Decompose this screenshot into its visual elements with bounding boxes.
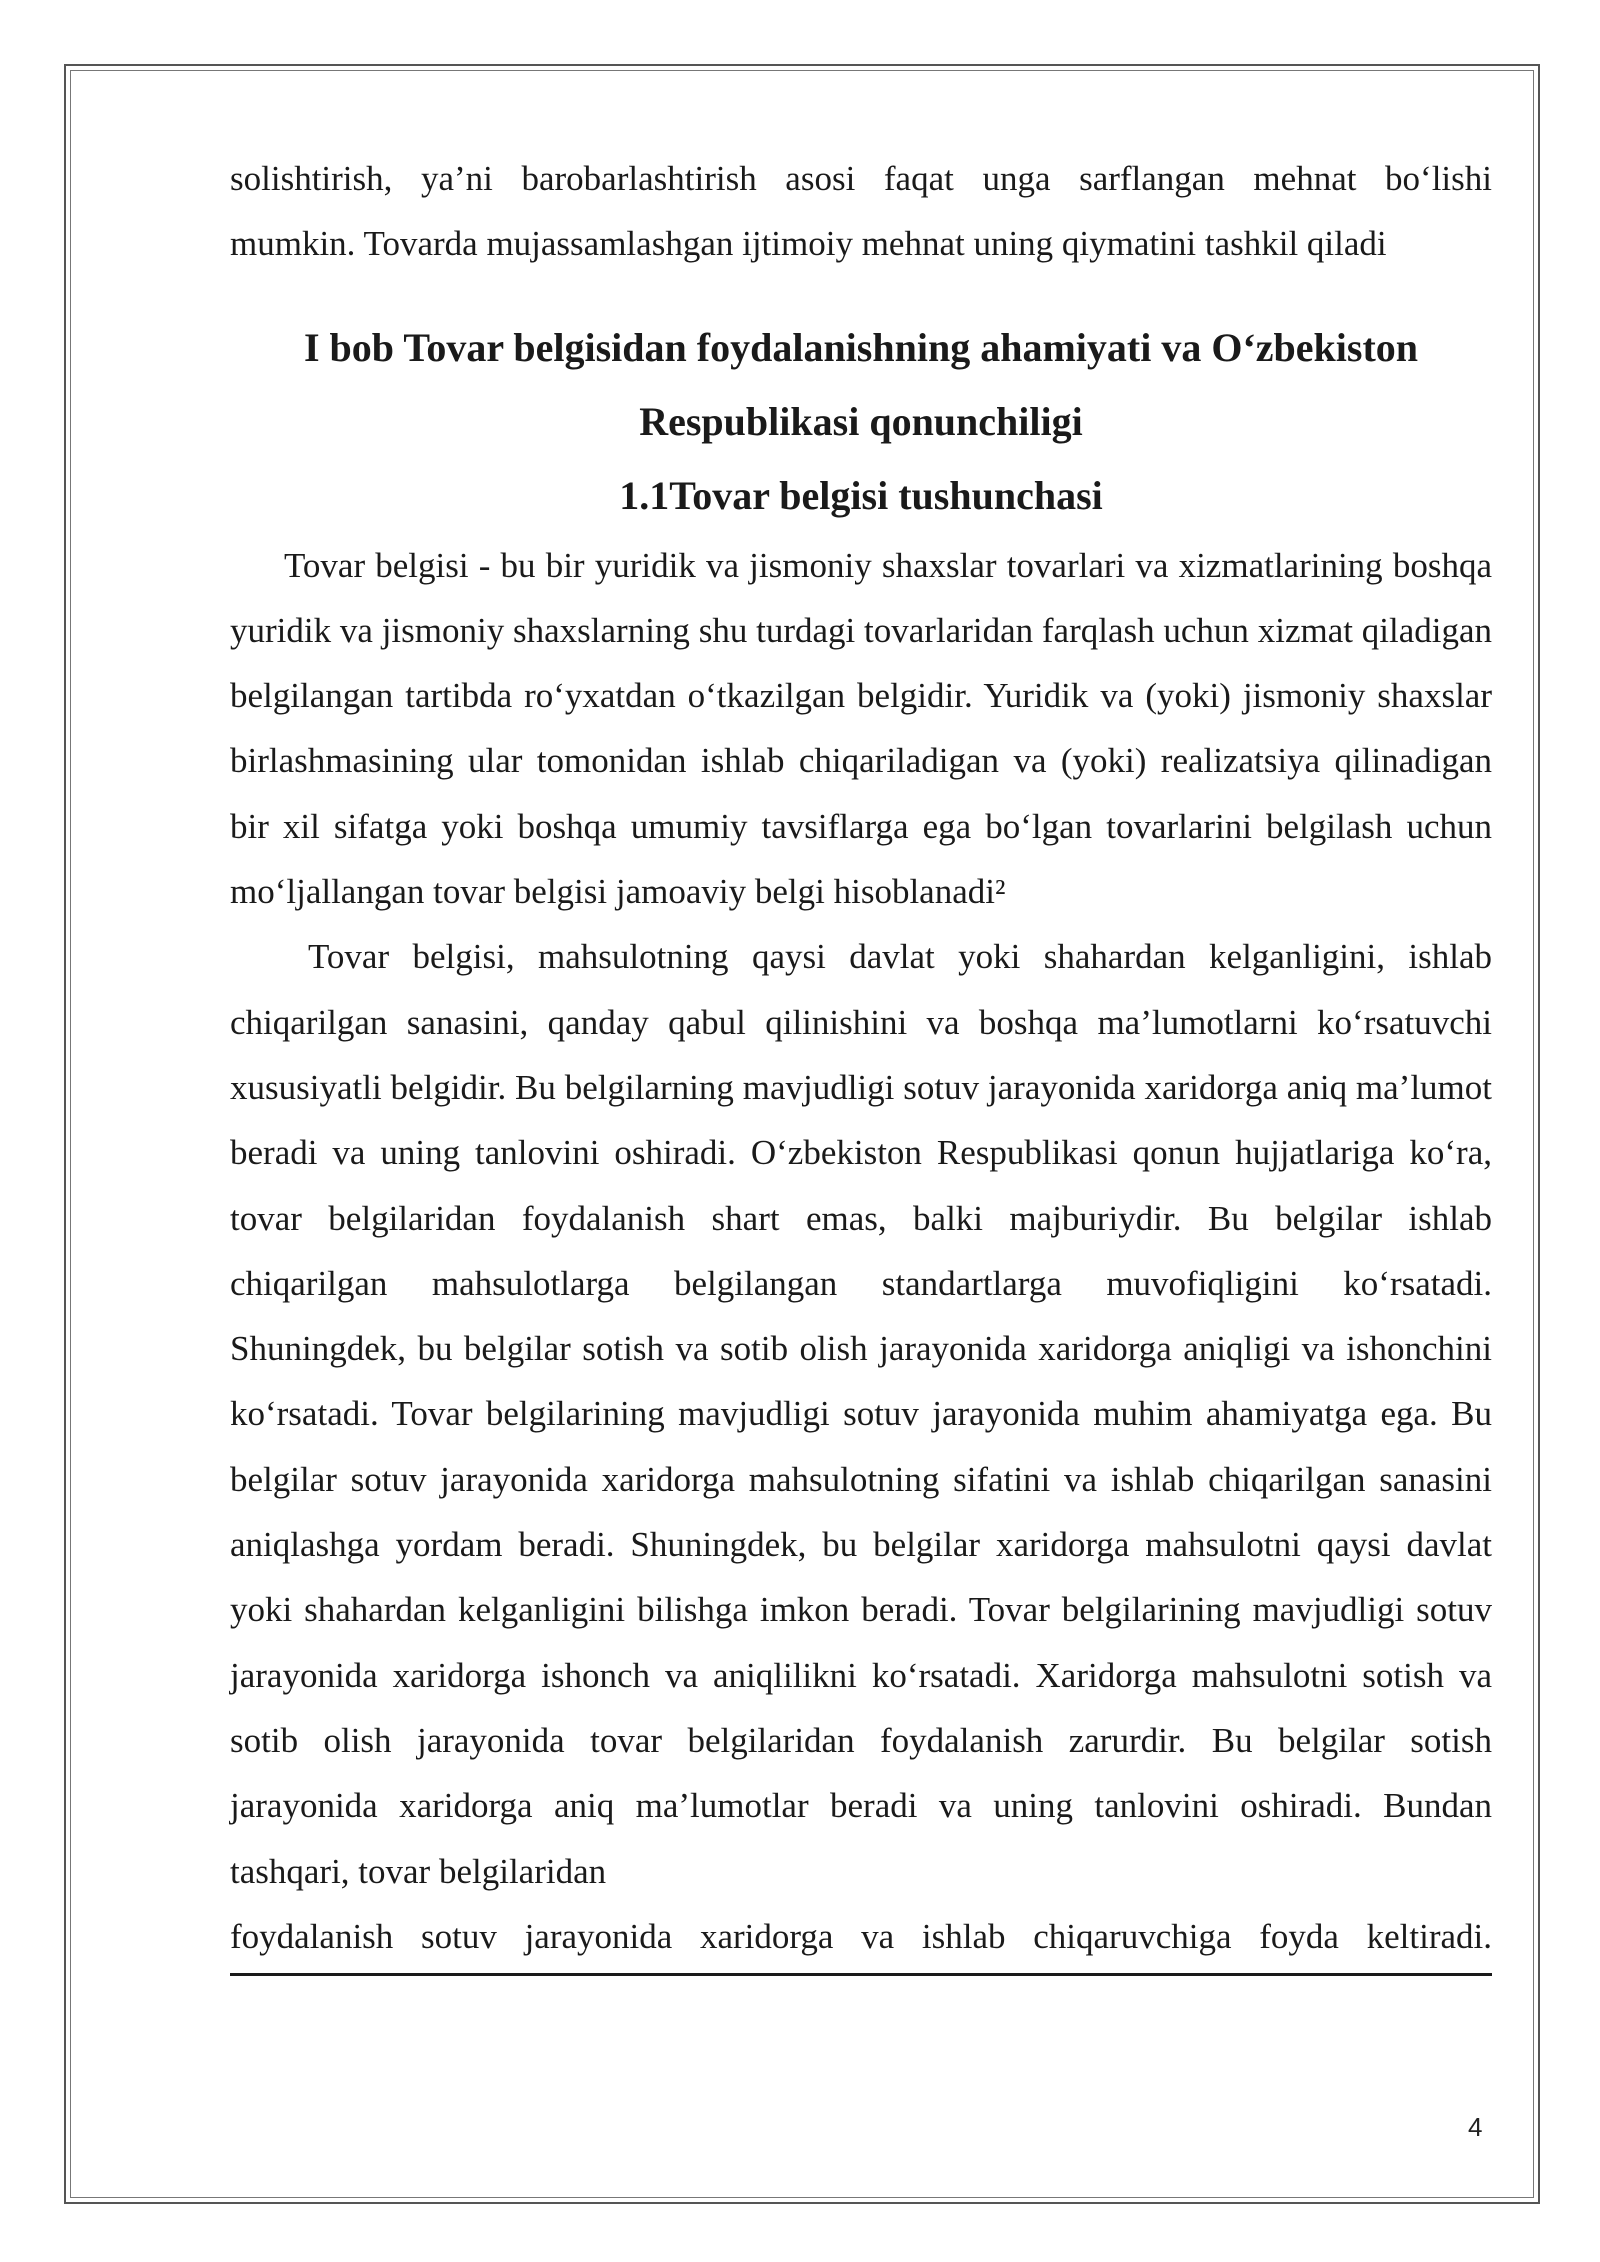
chapter-title-line1: I bob Tovar belgisidan foydalanishning ahamiyati va O‘zbekiston xyxy=(303,324,1419,370)
chapter-title-line2: Respublikasi qonunchiligi xyxy=(639,398,1083,444)
intro-paragraph-line2: mumkin. Tovarda mujassamlashgan ijtimoiy mehnat uning qiymatini tashkil qiladi xyxy=(230,224,1387,264)
paragraph-2: Tovar belgisi, mahsulotning qaysi davlat yoki shahardan kelganligini, ishlab chiqarilgan sanasini, qanday qabul qilinishini va boshqa ma’lumotlarni ko‘rsatuvchi xususiyatli belgidir. Bu belgilarning mavjudligi sotuv jarayonida xaridorga aniq ma’lumot beradi va uning tanlovini oshiradi. O‘zbekiston Respublikasi qonun hujjatlariga ko‘ra, tovar belgilaridan foydalanish shart emas, balki majburiydir. Bu belgilar ishlab chiqarilgan mahsulotlarga belgilangan standartlarga muvofiqligini ko‘rsatadi. Shuningdek, bu belgilar sotish va sotib olish jarayonida xaridorga aniqligi va ishonchini ko‘rsatadi. Tovar belgilarining mavjudligi sotuv jarayonida muhim ahamiyatga ega. Bu belgilar sotuv jarayonida xaridorga mahsulotning sifatini va ishlab chiqarilgan sanasini aniqlashga yordam beradi. Shuningdek, bu belgilar xaridorga mahsulotni qaysi davlat yoki shahardan kelganligini bilishga imkon beradi. Tovar belgilarining mavjudligi sotuv jarayonida xaridorga ishonch va aniqlilikni ko‘rsatadi. Xaridorga mahsulotni sotish va sotib olish jarayonida tovar belgilaridan foydalanish zarurdir. Bu belgilar sotish jarayonida xaridorga aniq ma’lumotlar beradi va uning tanlovini oshiradi. Bundan tashqari, tovar belgilaridan xyxy=(230,937,1492,1891)
section-title: 1.1Tovar belgisi tushunchasi xyxy=(619,472,1103,518)
page-number: 4 xyxy=(1468,2112,1483,2142)
paragraph-1: Tovar belgisi - bu bir yuridik va jismoniy shaxslar tovarlari va xizmatlarining boshqa yuridik va jismoniy shaxslarning shu turdagi tovarlaridan farqlash uchun xizmat qiladigan belgilangan tartibda ro‘yxatdan o‘tkazilgan belgidir. Yuridik va (yoki) jismoniy shaxslar birlashmasining ular tomonidan ishlab chiqariladigan va (yoki) realizatsiya qilinadigan bir xil sifatga yoki boshqa umumiy tavsiflarga ega bo‘lgan tovarlarini belgilash uchun mo‘ljallangan tovar belgisi jamoaviy belgi hisoblanadi² xyxy=(230,545,1492,912)
document-body xyxy=(230,146,1492,1976)
intro-paragraph-line1: solishtirish, ya’ni barobarlashtirish asosi faqat unga sarflangan mehnat bo‘lishi xyxy=(230,159,1492,198)
paragraph-2-underlined-line: foydalanish sotuv jarayonida xaridorga va ishlab chiqaruvchiga foyda keltiradi. xyxy=(230,1904,1492,1976)
